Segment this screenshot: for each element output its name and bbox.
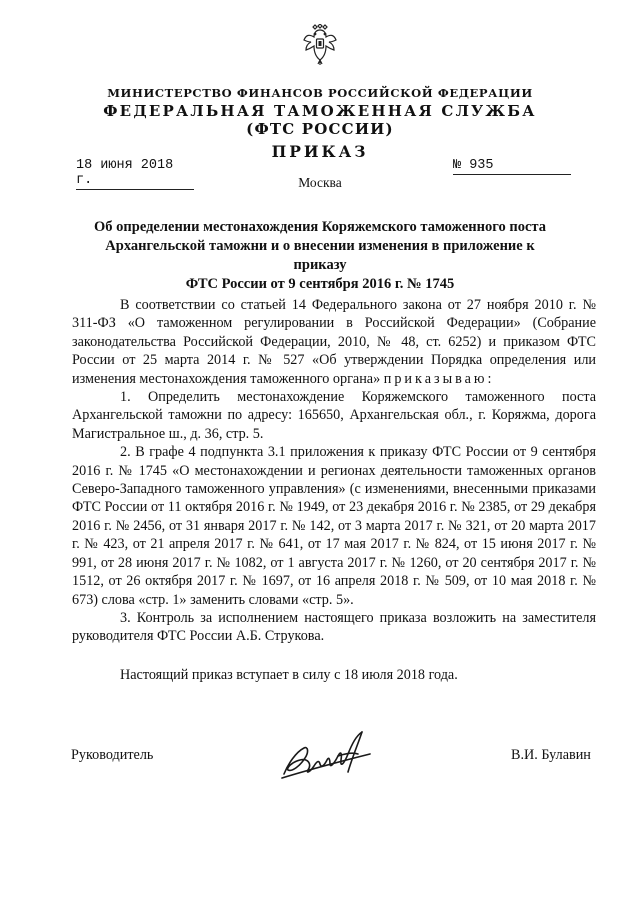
order-title (80, 218, 560, 294)
preamble-paragraph (72, 296, 596, 388)
service-name: ФЕДЕРАЛЬНАЯ ТАМОЖЕННАЯ СЛУЖБА (103, 102, 537, 120)
ministry-name: МИНИСТЕРСТВО ФИНАНСОВ РОССИЙСКОЙ ФЕДЕРАЦИИ (107, 86, 533, 100)
order-title-line: ФТС России от 9 сентября 2016 г. № 1745 (185, 276, 455, 292)
order-verb: приказываю: (383, 370, 495, 387)
service-abbreviation: (ФТС РОССИИ) (246, 120, 394, 138)
order-title-line: Архангельской таможни и о внесении изменения в приложение к приказу (105, 238, 535, 273)
order-date: 18 июня 2018 г. (76, 158, 194, 190)
order-title-line: Об определении местонахождения Коряжемского таможенного поста (94, 219, 546, 235)
effective-date-paragraph: Настоящий приказ вступает в силу с 18 июля 2018 года. (120, 666, 458, 683)
order-city: Москва (298, 175, 342, 190)
order-body (72, 296, 596, 684)
order-number: № 935 (453, 158, 571, 175)
order-item-2: 2. В графе 4 подпункта 3.1 приложения к приказу ФТС России от 9 сентября 2016 г. № 1745 «О местонахождении и регионах деятельности таможенных органов Северо-Западного таможенного управления» (с изменениями, внесенными приказами ФТС России от 11 октября 2016 г. № 1949, от 23 декабря 2016 г. № 2385, от 29 декабря 2016 г. № 2456, от 31 января 2017 г. № 142, от 3 марта 2017 г. № 321, от 20 марта 2017 г. № 423, от 21 апреля 2017 г. № 641, от 17 мая 2017 г. № 824, от 15 июня 2017 г. № 991, от 28 июня 2017 г. № 1082, от 1 августа 2017 г. № 1260, от 20 сентября 2017 г. № 1512, от 26 октября 2017 г. № 1697, от 16 апреля 2018 г. № 509, от 10 мая 2018 г. № 673) слова «стр. 1» заменить словами «стр. 5». (72, 444, 596, 608)
signer-role: Руководитель (71, 747, 154, 763)
preamble-text: В соответствии со статьей 14 Федерального закона от 27 ноября 2010 г. № 311-ФЗ «О таможенном регулировании в Российской Федерации» (Собрание законодательства Российской Федерации, 2010, № 48, ст. 6252) и приказом ФТС России от 25 марта 2014 г. № 527 «Об утверждении Порядка определения или изменения местонахождения таможенного органа» (72, 297, 596, 387)
document-type: ПРИКАЗ (271, 142, 369, 161)
order-item-1: 1. Определить местонахождение Коряжемского таможенного поста Архангельской таможни по адресу: 165650, Архангельская обл., г. Коряжма, дорога Магистральное ш., д. 36, стр. 5. (72, 389, 596, 442)
signer-name: В.И. Булавин (511, 747, 591, 763)
russian-coat-of-arms-icon (303, 24, 337, 66)
order-item-3: 3. Контроль за исполнением настоящего приказа возложить на заместителя руководителя ФТС России А.Б. Струкова. (72, 609, 596, 645)
handwritten-signature-icon (278, 724, 378, 786)
